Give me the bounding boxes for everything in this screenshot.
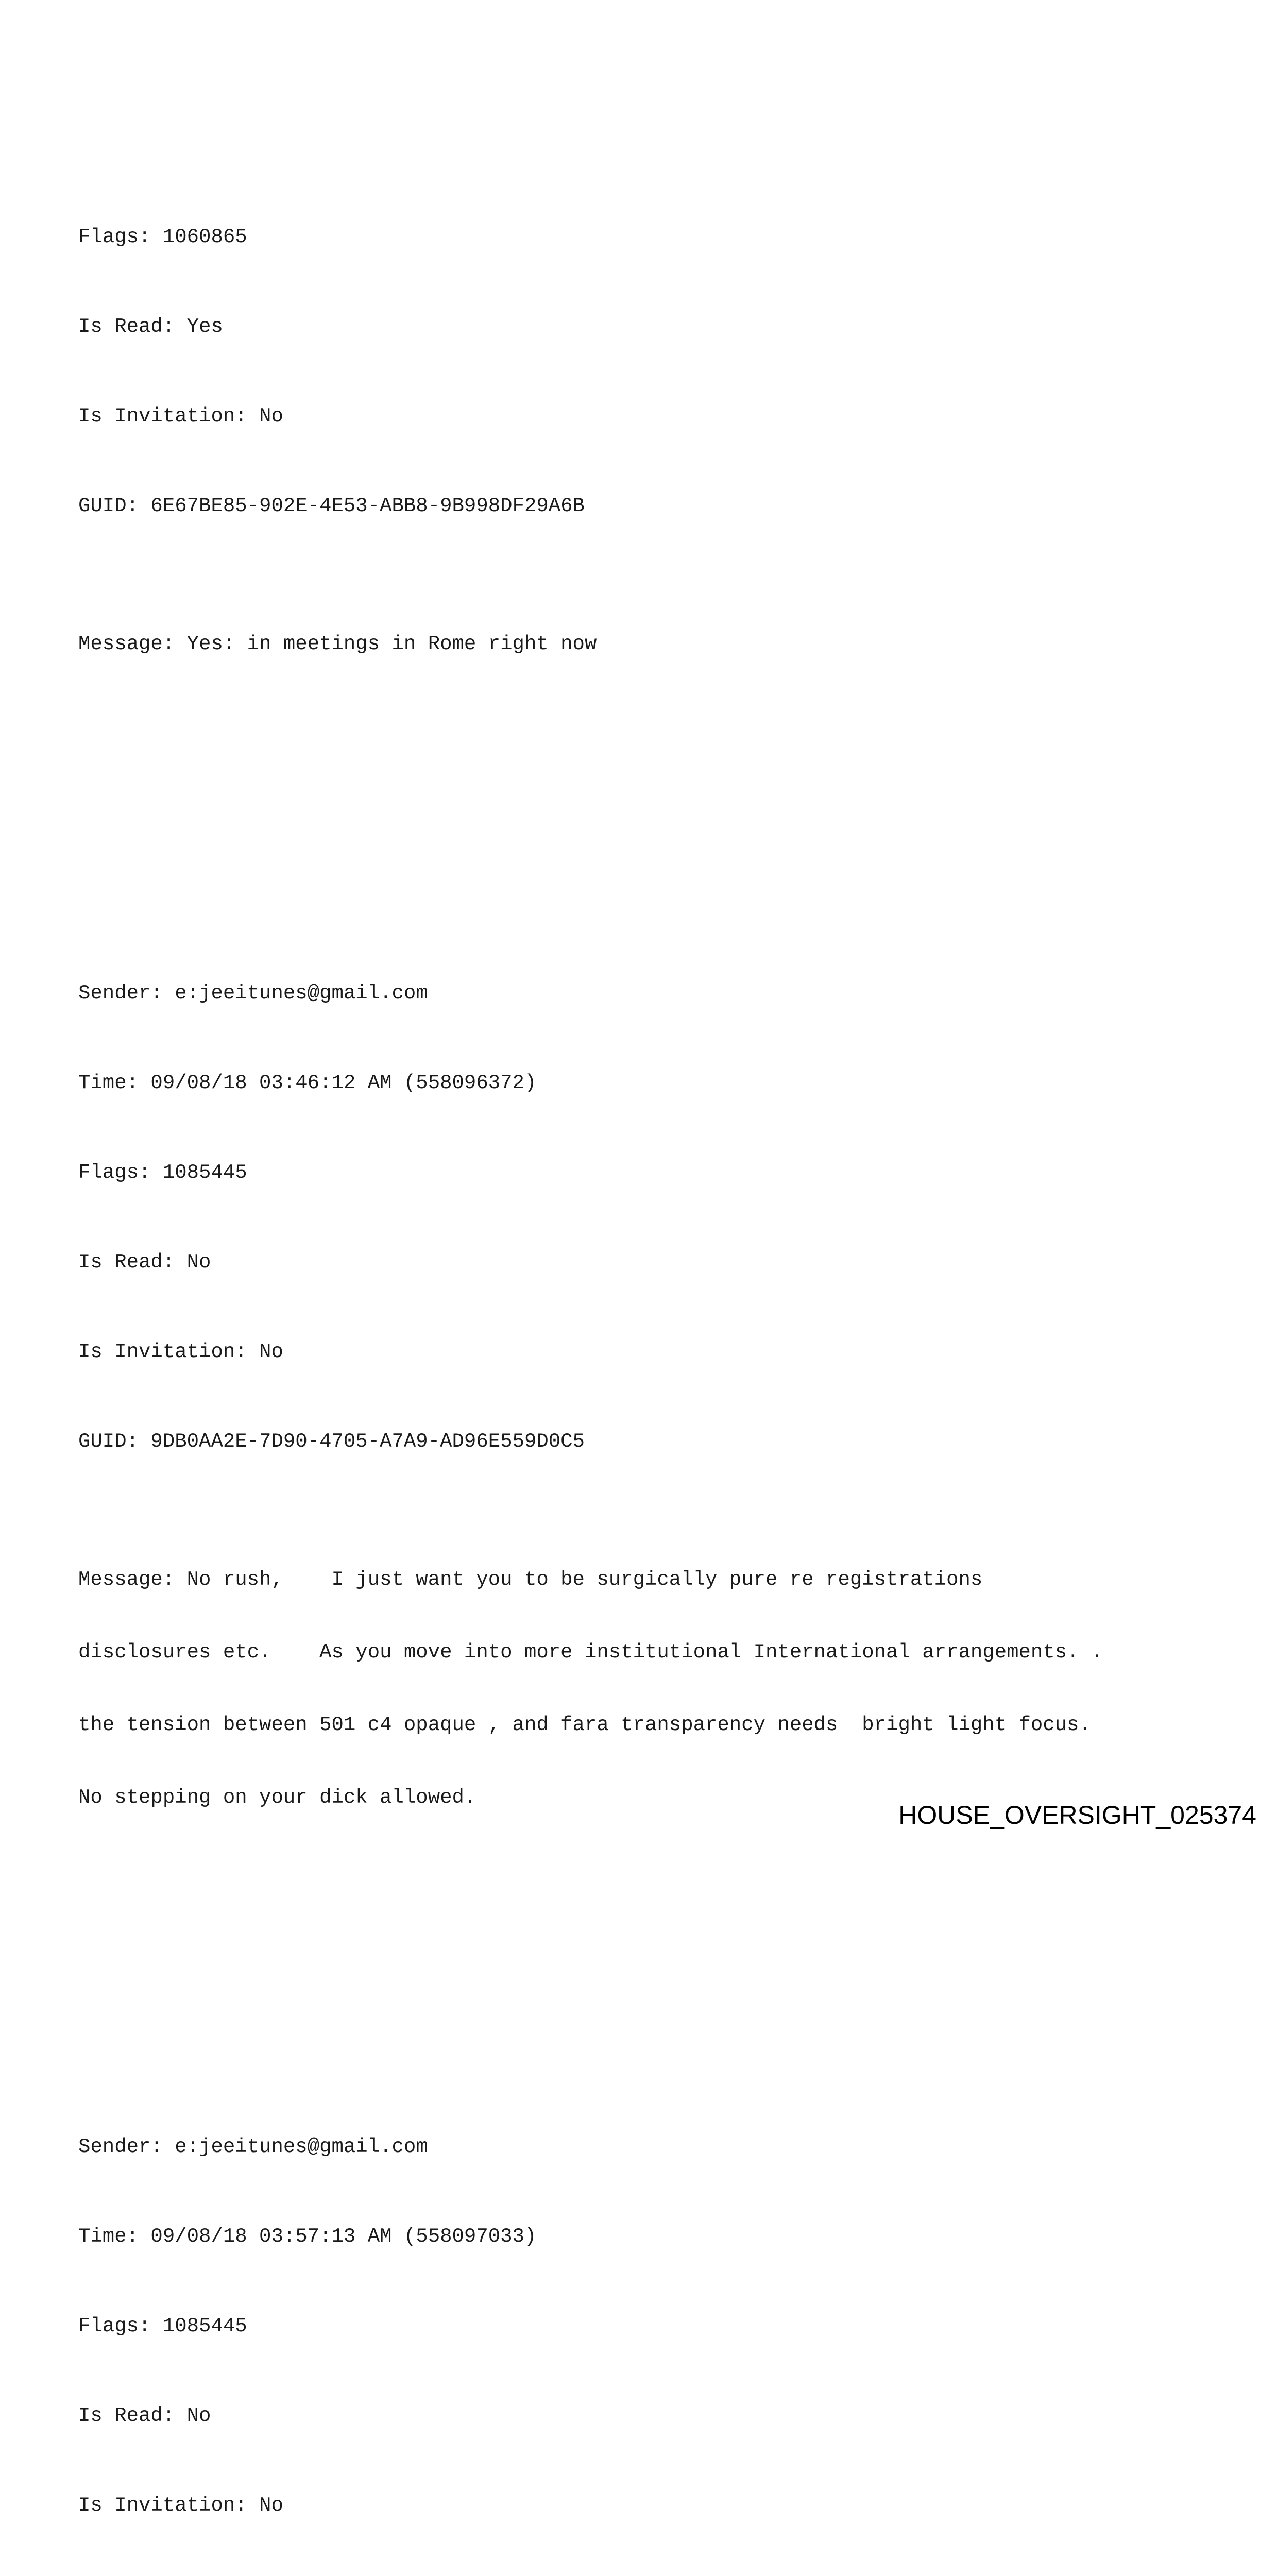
sender-field: Sender: e:jeeitunes@gmail.com	[78, 2136, 428, 2158]
message-record	[78, 177, 1201, 770]
message-record	[78, 2087, 1201, 2576]
is-read-field: Is Read: Yes	[78, 315, 223, 338]
message-line: Message: No rush, I just want you to be surgically pure re registrations	[78, 1568, 983, 1591]
is-invitation-field: Is Invitation: No	[78, 2494, 283, 2517]
time-field: Time: 09/08/18 03:46:12 AM (558096372)	[78, 1072, 537, 1094]
message-line: the tension between 501 c4 opaque , and fara transparency needs bright light focus.	[78, 1714, 1091, 1736]
message-log	[78, 80, 1201, 2576]
flags-field: Flags: 1085445	[78, 2315, 247, 2337]
message-record	[78, 933, 1201, 1924]
message-line: Message: Yes: in meetings in Rome right now	[78, 633, 597, 655]
time-field: Time: 09/08/18 03:57:13 AM (558097033)	[78, 2225, 537, 2248]
is-invitation-field: Is Invitation: No	[78, 1341, 283, 1363]
guid-field: GUID: 9DB0AA2E-7D90-4705-A7A9-AD96E559D0C5	[78, 1430, 585, 1453]
message-line: disclosures etc. As you move into more institutional International arrangements. .	[78, 1641, 1103, 1664]
message-line: No stepping on your dick allowed.	[78, 1786, 476, 1809]
is-read-field: Is Read: No	[78, 2404, 211, 2427]
is-read-field: Is Read: No	[78, 1251, 211, 1274]
flags-field: Flags: 1085445	[78, 1161, 247, 1184]
guid-field: GUID: 6E67BE85-902E-4E53-ABB8-9B998DF29A6B	[78, 495, 585, 517]
message-field	[78, 584, 1201, 705]
bates-number: HOUSE_OVERSIGHT_025374	[898, 1801, 1256, 1829]
record-separator	[78, 819, 1201, 836]
sender-field: Sender: e:jeeitunes@gmail.com	[78, 982, 428, 1005]
record-separator	[78, 1972, 1201, 1990]
flags-field: Flags: 1060865	[78, 226, 247, 248]
is-invitation-field: Is Invitation: No	[78, 405, 283, 428]
